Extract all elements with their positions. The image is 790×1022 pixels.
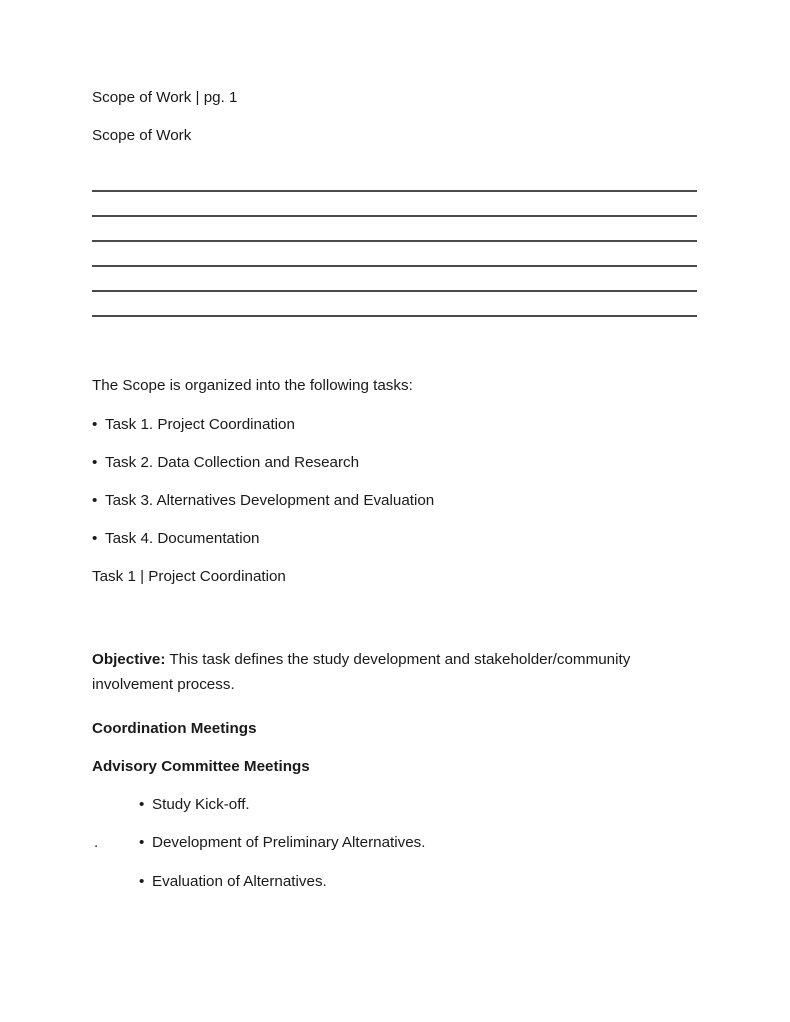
spacer — [92, 508, 698, 531]
objective-paragraph — [92, 647, 698, 698]
bullet-icon: • — [92, 415, 98, 433]
blank-rule — [92, 304, 698, 329]
spacer — [92, 736, 698, 759]
bullet-icon: • — [92, 530, 98, 548]
intro-paragraph: The Scope is organized into the following tasks: — [92, 377, 413, 395]
blank-rule — [92, 179, 698, 204]
spacer — [92, 851, 698, 874]
spacer — [92, 432, 698, 455]
bullet-icon: • — [139, 872, 145, 890]
objective-text: This task defines the study development and stakeholder/community involvement process. — [92, 650, 631, 694]
spacer — [92, 329, 698, 378]
list-item — [92, 417, 698, 432]
document-header-line: Scope of Work | pg. 1 — [92, 89, 238, 106]
blank-rule-block — [92, 179, 698, 329]
list-item — [92, 531, 698, 546]
blank-rule — [92, 279, 698, 304]
bullet-icon: • — [92, 453, 98, 471]
list-item — [92, 874, 698, 889]
spacer — [92, 585, 698, 647]
blank-rule — [92, 229, 698, 254]
spacer — [92, 812, 698, 835]
list-item-label: Study Kick-off. — [152, 796, 250, 814]
spacer — [92, 143, 698, 166]
section-heading-advisory-committee-meetings: Advisory Committee Meetings — [92, 757, 310, 775]
blank-rule — [92, 204, 698, 229]
document-body — [92, 90, 698, 889]
spacer — [92, 774, 698, 797]
spacer — [92, 546, 698, 569]
list-item-label: Development of Preliminary Alternatives. — [152, 834, 426, 852]
stray-period-mark: . — [94, 834, 99, 852]
list-item — [92, 493, 698, 508]
spacer — [92, 166, 698, 179]
list-item — [92, 835, 698, 850]
document-title: Scope of Work — [92, 127, 192, 145]
list-item-label: Evaluation of Alternatives. — [152, 872, 327, 890]
spacer — [92, 105, 698, 128]
bullet-icon: • — [92, 492, 98, 510]
list-item-label: Task 2. Data Collection and Research — [105, 453, 360, 471]
bullet-icon: • — [139, 796, 145, 814]
spacer — [92, 698, 698, 721]
spacer — [92, 470, 698, 493]
section-heading-coordination-meetings: Coordination Meetings — [92, 719, 257, 737]
list-item — [92, 455, 698, 470]
list-item-label: Task 1. Project Coordination — [105, 415, 295, 433]
list-item-label: Task 4. Documentation — [105, 530, 260, 548]
blank-rule — [92, 254, 698, 279]
list-item-label: Task 3. Alternatives Development and Evaluation — [105, 492, 435, 510]
list-item — [92, 797, 698, 812]
task-section-heading: Task 1 | Project Coordination — [92, 568, 286, 586]
objective-label: Objective: — [92, 650, 166, 668]
spacer — [92, 394, 698, 417]
bullet-icon: • — [139, 834, 145, 852]
